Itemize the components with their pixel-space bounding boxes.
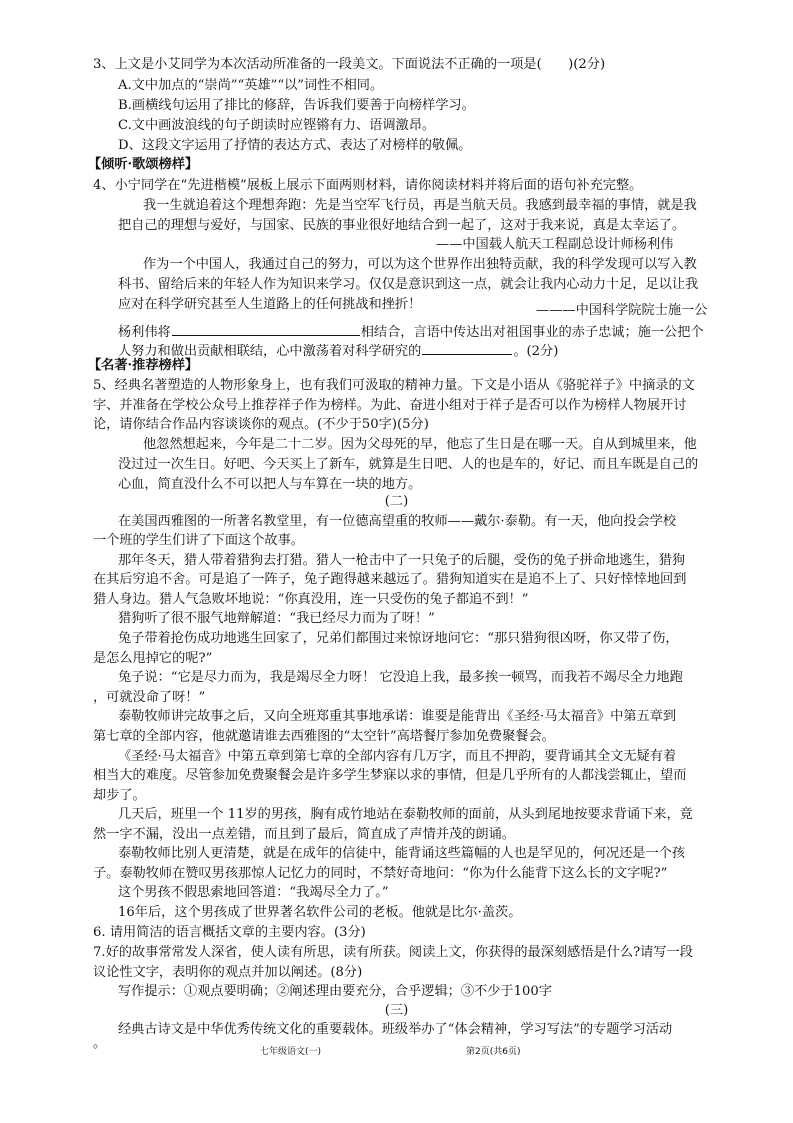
q4-answer-blank-1[interactable] xyxy=(172,322,360,336)
q4-material2-source: ———中国科学院院士施一公 xyxy=(536,303,708,318)
q3-option-a: A.文中加点的“崇尚”“英雄”“以”词性不相同。 xyxy=(118,78,384,93)
q5-excerpt-line1: 他忽然想起来，今年是二十二岁。因为父母死的早，他忘了生日是在哪一天。自从到城里来，他 xyxy=(143,437,697,452)
q5-line2: 字、并准备在学校公众号上推荐祥子作为榜样。为此、奋进小组对于祥子是否可以作为榜样人物展开讨 xyxy=(93,398,687,413)
passage-line: 是怎么甩掉它的呢?” xyxy=(93,651,213,666)
passage-line: 一个班的学生们讲了下面这个故事。 xyxy=(93,533,304,548)
passage-line: 泰勒牧师比别人更清楚，就是在成年的信徒中，能背诵这些篇幅的人也是罕见的，何况还是一个孩 xyxy=(118,846,686,861)
passage-line: 然一字不漏，没出一点差错，而且到了最后，简直成了声情并茂的朗诵。 xyxy=(93,827,515,842)
passage-line: 子。泰勒牧师在赞叹男孩那惊人记忆力的同时，不禁好奇地问：“你为什么能背下这么长的文字呢?” xyxy=(93,866,668,881)
q4-material2-line3: 应对在科学研究甚至人生道路上的任何挑战和挫折！ xyxy=(118,297,422,312)
q4-fill-text-a: 杨利伟将 xyxy=(118,325,171,340)
footer-subject: 七年级语文(一) xyxy=(260,1047,322,1057)
passage-line: 泰勒牧师讲完故事之后，又向全班郑重其事地承诺：谁要是能背出《圣经·马太福音》中第五章到 xyxy=(118,709,677,724)
passage-line: 第七章的全部内容，他就邀请谁去西雅图的“太空针”高塔餐厅参加免费聚餐会。 xyxy=(93,729,555,744)
q5-line3: 论，请你结合作品内容谈谈你的观点。(不少于50字)(5分) xyxy=(93,417,429,432)
q5-excerpt-line2: 没过过一次生日。好吧、今天买上了新车，就算是生日吧、人的也是车的，好记、而且车既是自己的 xyxy=(118,457,699,472)
q4-material2-line1: 作为一个中国人，我通过自己的努力，可以为这个世界作出独特贡献，我的科学发现可以写入教 xyxy=(143,257,697,272)
q4-stem: 4、小宁同学在“先进楷模”展板上展示下面两则材料，请你阅读材料并将后面的语句补充完整。 xyxy=(93,178,643,193)
q3-option-b: B.画横线句运用了排比的修辞，告诉我们要善于向榜样学习。 xyxy=(118,98,475,113)
passage-line: 这个男孩不假思索地回答道：“我竭尽全力了。” xyxy=(118,885,389,900)
q3-option-c: C.文中画波浪线的句子朗读时应铿锵有力、语调激昂。 xyxy=(118,118,436,133)
passage-line: 那年冬天，猎人带着猎狗去打猎。猎人一枪击中了一只兔子的后腿，受伤的兔子拼命地逃生，猎狗 xyxy=(118,553,686,568)
q5-line1: 5、经典名著塑造的人物形象身上，也有我们可汲取的精神力量。下文是小语从《骆驼祥子》中摘录的文 xyxy=(93,378,695,393)
part3-line2: 。 xyxy=(93,1036,107,1051)
q7-writing-tip: 写作提示：①观点要明确；②阐述理由要充分，合乎逻辑；③不少于100字 xyxy=(118,984,552,999)
passage-line: 兔子带着抢伤成功地逃生回家了，兄弟们都围过来惊讶地问它：“那只猎狗很凶呀，你又带了伤， xyxy=(118,631,679,646)
q4-fill-line1 xyxy=(118,322,704,341)
q4-answer-blank-2[interactable] xyxy=(422,341,512,355)
q3-stem: 3、上文是小艾同学为本次活动所准备的一段美文。下面说法不正确的一项是( )(2分) xyxy=(93,57,606,72)
part3-line1: 经典古诗文是中华优秀传统文化的重要载体。班级举办了“体会精神，学习写法”的专题学习活动 xyxy=(118,1022,673,1037)
q6-stem: 6. 请用简洁的语言概括文章的主要内容。(3分) xyxy=(93,925,366,940)
passage-line: 却步了。 xyxy=(93,788,146,803)
part3-heading: (三) xyxy=(384,1003,409,1018)
section-heading-listen: 【倾听·歌颂榜样】 xyxy=(88,157,199,172)
passage-line: 16年后，这个男孩成了世界著名软件公司的老板。他就是比尔·盖茨。 xyxy=(118,905,522,920)
q4-material1-source: ——中国载人航天工程副总设计师杨利伟 xyxy=(436,237,674,252)
passage-line: 猎人身边。猎人气急败坏地说：“你真没用，连一只受伤的兔子都追不到！” xyxy=(93,592,529,607)
q4-fill-text-d: 。(2分) xyxy=(513,344,559,359)
q4-material1-line2: 把自己的理想与爱好，与国家、民族的事业很好地结合到一起了，这对于我来说，真是太幸运了。 xyxy=(118,218,686,233)
passage-line: ，可就没命了呀！” xyxy=(93,690,206,705)
passage-line: 相当大的难度。尽管参加免费聚餐会是许多学生梦寐以求的事情，但是几乎所有的人都浅尝辄止，望而 xyxy=(93,768,687,783)
passage-line: 在其后穷追不舍。可是追了一阵子，兔子跑得越来越远了。猎狗知道实在是追不上了、只好悻悻地回到 xyxy=(93,572,687,587)
q5-excerpt-line3: 心血，简直没什么不可以把人与车算在一块的地方。 xyxy=(118,477,422,492)
q3-option-d: D、这段文字运用了抒情的表达方式、表达了对榜样的敬佩。 xyxy=(118,138,472,153)
footer-page-number: 第2页(共6页) xyxy=(466,1047,521,1057)
passage-line: 《圣经·马太福音》中第五章到第七章的全部内容有几万字，而且不押韵，要背诵其全文无疑有着 xyxy=(118,749,677,764)
q4-fill-text-c: 人努力和做出贡献相联结，心中激荡着对科学研究的 xyxy=(118,344,422,359)
q4-fill-text-b: 相结合，言语中传达出对祖国事业的赤子忠诚；施一公把个 xyxy=(360,325,704,340)
passage-line: 在美国西雅图的一所著名教堂里，有一位德高望重的牧师——戴尔·泰勒。有一天，他向投会学校 xyxy=(118,514,677,529)
q7-line1: 7.好的故事常常发人深省，使人读有所思，读有所获。阅读上文，你获得的最深刻感悟是什么?请写一段 xyxy=(93,945,693,960)
passage-line: 几天后，班里一个 11岁的男孩，胸有成竹地站在泰勒牧师的面前，从头到尾地按要求背诵下来，竟 xyxy=(118,807,693,822)
q7-line2: 议论性文字，表明你的观点并加以阐述。(8分) xyxy=(93,965,363,980)
q4-material2-line2: 科书、留给后来的年轻人作为知识来学习。仅仅是意识到这一点，就会让我内心动力十足，足以让我 xyxy=(118,277,699,292)
section-heading-classic: 【名著·推荐榜样】 xyxy=(88,358,199,373)
q4-material1-line1: 我一生就追着这个理想奔跑：先是当空军飞行员，再是当航天员。我感到最幸福的事情，就是我 xyxy=(143,198,697,213)
passage-line: 猎狗听了很不服气地辩解道：“我已经尽力而为了呀！” xyxy=(118,611,435,626)
part2-heading: (二) xyxy=(384,494,409,509)
passage-line: 兔子说：“它是尽力而为，我是竭尽全力呀！ 它没追上我，最多挨一顿骂，而我若不竭尽全力地跑 xyxy=(118,670,683,685)
